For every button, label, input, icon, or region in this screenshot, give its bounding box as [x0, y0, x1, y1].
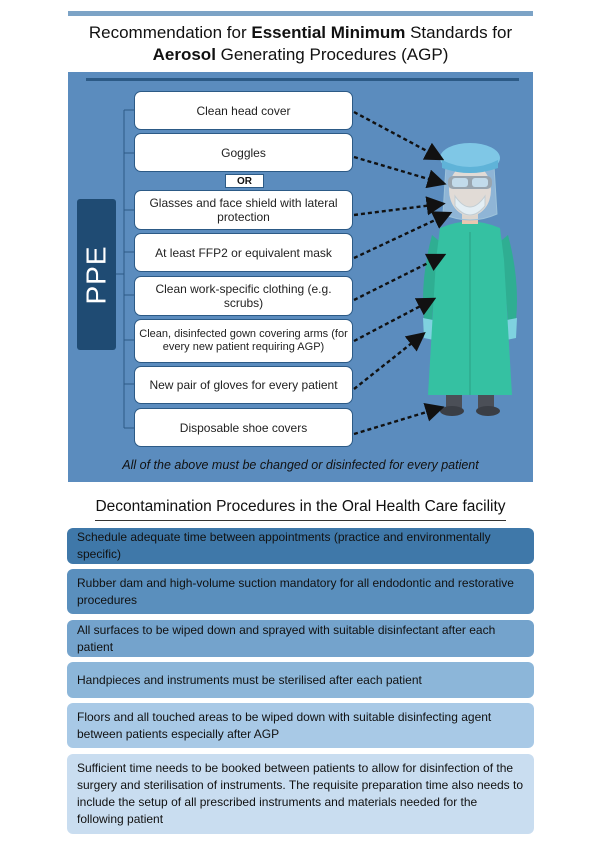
procedure-row: Sufficient time needs to be booked between patients to allow for disinfection of the surgery and sterilisation of instruments. The requisite preparation time also needs to include the setup of all prescribed instruments and materials needed for the following patient — [67, 754, 534, 834]
procedure-row: Floors and all touched areas to be wiped down with suitable disinfecting agent between patients especially after AGP — [67, 703, 534, 748]
ppe-item-face-shield: Glasses and face shield with lateral protection — [134, 190, 353, 230]
bracket-lines — [116, 110, 134, 428]
procedure-row: Rubber dam and high-volume suction mandatory for all endodontic and restorative procedures — [67, 569, 534, 614]
ppe-item-head-cover: Clean head cover — [134, 91, 353, 130]
decontamination-title-underline — [95, 520, 506, 521]
ppe-item-gown: Clean, disinfected gown covering arms (for every new patient requiring AGP) — [134, 319, 353, 363]
panel-footer-note: All of the above must be changed or disinfected for every patient — [122, 458, 479, 472]
procedure-row: All surfaces to be wiped down and sprayed with suitable disinfectant after each patient — [67, 620, 534, 657]
ppe-item-clothing: Clean work-specific clothing (e.g. scrubs) — [134, 276, 353, 316]
ppe-item-goggles: Goggles — [134, 133, 353, 172]
procedure-row: Schedule adequate time between appointments (practice and environmentally specific) — [67, 528, 534, 564]
ppe-tab: PPE — [77, 199, 116, 350]
ppe-item-gloves: New pair of gloves for every patient — [134, 366, 353, 404]
decontamination-title: Decontamination Procedures in the Oral Health Care facility — [95, 498, 506, 515]
or-badge: OR — [225, 174, 264, 188]
ppe-item-mask: At least FFP2 or equivalent mask — [134, 233, 353, 272]
page-title: Recommendation for Essential Minimum Standards for Aerosol Generating Procedures (AGP) — [88, 23, 513, 64]
ppe-item-shoe-covers: Disposable shoe covers — [134, 408, 353, 447]
procedure-row: Handpieces and instruments must be sterilised after each patient — [67, 662, 534, 698]
person-figure — [423, 143, 517, 416]
